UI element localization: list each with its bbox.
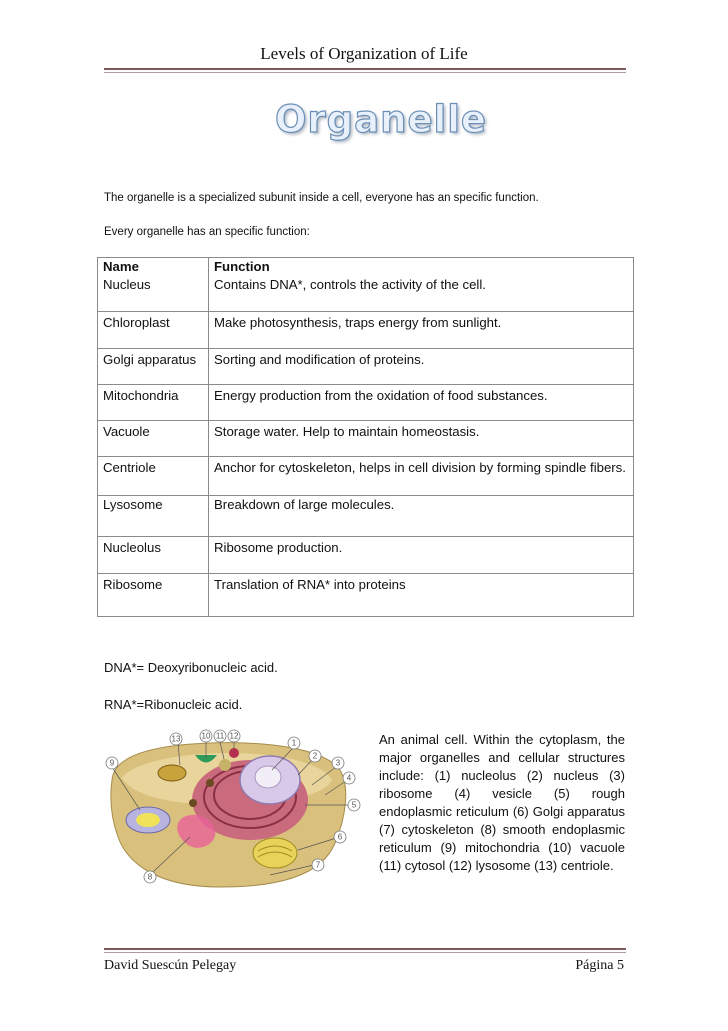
table-cell-function: Make photosynthesis, traps energy from sunlight. xyxy=(209,312,634,349)
page-heading: Organelle xyxy=(274,98,488,141)
callout-label: 12 xyxy=(229,731,239,741)
callout-label: 3 xyxy=(335,758,341,768)
footer-rule xyxy=(104,948,626,950)
table-cell-name: Chloroplast xyxy=(98,312,209,349)
callout-label: 1 xyxy=(291,738,297,748)
footer-page-number: Página 5 xyxy=(575,958,624,973)
table-cell-function: Contains DNA*, controls the activity of the cell. xyxy=(209,276,634,312)
table-cell-function: Breakdown of large molecules. xyxy=(209,496,634,537)
table-row xyxy=(98,537,634,574)
table-row xyxy=(98,421,634,457)
footer-author: David Suescún Pelegay xyxy=(104,958,237,973)
callout-label: 4 xyxy=(346,773,352,783)
table-cell-function: Ribosome production. xyxy=(209,537,634,574)
table-cell-name: Vacuole xyxy=(98,421,209,457)
table-cell-function: Translation of RNA* into proteins xyxy=(209,574,634,617)
callout-label: 13 xyxy=(171,734,181,744)
table-cell-function: Anchor for cytoskeleton, helps in cell division by forming spindle fibers. xyxy=(209,457,634,496)
table-row xyxy=(98,258,634,277)
page-header-title: Levels of Organization of Life xyxy=(260,44,468,63)
table-row xyxy=(98,496,634,537)
callout-label: 7 xyxy=(315,860,321,870)
footnote-dna: DNA*= Deoxyribonucleic acid. xyxy=(104,660,278,675)
header-rule-thin xyxy=(104,72,626,73)
callout-label: 5 xyxy=(351,800,357,810)
table-cell-name: Nucleus xyxy=(98,276,209,312)
table-cell-name: Golgi apparatus xyxy=(98,349,209,385)
table-cell-name: Nucleolus xyxy=(98,537,209,574)
table-cell-name: Centriole xyxy=(98,457,209,496)
table-row xyxy=(98,276,634,312)
table-row xyxy=(98,574,634,617)
table-row xyxy=(98,312,634,349)
intro-paragraph: The organelle is a specialized subunit inside a cell, everyone has an specific function. xyxy=(104,192,539,204)
callout-label: 2 xyxy=(312,751,318,761)
table-row xyxy=(98,385,634,421)
footnote-rna: RNA*=Ribonucleic acid. xyxy=(104,697,243,712)
table-cell-function: Sorting and modification of proteins. xyxy=(209,349,634,385)
table-row xyxy=(98,349,634,385)
intro-paragraph-2: Every organelle has an specific function: xyxy=(104,226,310,238)
callout-label: 6 xyxy=(337,832,343,842)
table-cell-name: Lysosome xyxy=(98,496,209,537)
callout-label: 10 xyxy=(201,731,211,741)
table-cell-function: Energy production from the oxidation of food substances. xyxy=(209,385,634,421)
table-cell-function: Storage water. Help to maintain homeostasis. xyxy=(209,421,634,457)
organelle-table xyxy=(97,257,634,617)
callout-label: 11 xyxy=(215,731,225,741)
table-row xyxy=(98,457,634,496)
table-cell-name: Mitochondria xyxy=(98,385,209,421)
footer-rule-thin xyxy=(104,952,626,953)
table-header-name: Name xyxy=(98,258,209,277)
figure-caption: An animal cell. Within the cytoplasm, the major organelles and cellular structures include: (1) nucleolus (2) nucleus (3) ribosome (4) vesicle (5) rough endoplasmic reticulum (6) Golgi apparatus (7) cytoskeleton (8) smooth endoplasmic reticulum (9) mitochondria (10) vacuole (11) cytosol (12) lysosome (13) centriole. xyxy=(379,732,625,873)
animal-cell-diagram xyxy=(100,725,362,895)
table-cell-name: Ribosome xyxy=(98,574,209,617)
callout-label: 8 xyxy=(147,872,153,882)
callout-label: 9 xyxy=(109,758,115,768)
header-rule xyxy=(104,68,626,70)
table-header-function: Function xyxy=(209,258,634,277)
